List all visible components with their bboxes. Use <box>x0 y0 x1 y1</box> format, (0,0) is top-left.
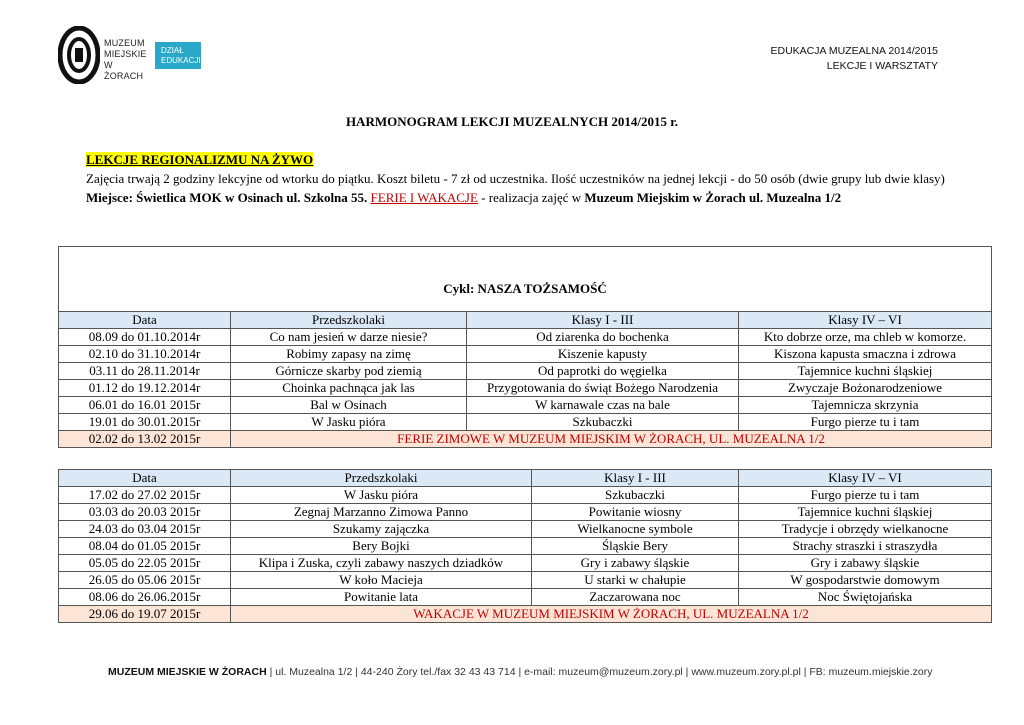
holiday-message: WAKACJE W MUZEUM MIEJSKIM W ŻORACH, UL. MUZEALNA 1/2 <box>231 606 992 623</box>
column-header: Klasy I - III <box>467 312 739 329</box>
logo-text <box>104 38 147 82</box>
table-cell: Szkubaczki <box>532 487 739 504</box>
place-label: Miejsce: Świetlica MOK w Osinach ul. Szkolna 55. <box>86 190 368 205</box>
table-row <box>59 363 992 380</box>
table-cell: 01.12 do 19.12.2014r <box>59 380 231 397</box>
museum-logo-icon <box>58 26 100 84</box>
table-cell: U starki w chałupie <box>532 572 739 589</box>
table-cell: 08.04 do 01.05 2015r <box>59 538 231 555</box>
table-cell: Tajemnicza skrzynia <box>739 397 992 414</box>
place-mid: - realizacja zajęć w <box>477 190 585 205</box>
place-museum: Muzeum Miejskim w Żorach ul. Muzealna 1/2 <box>584 190 842 205</box>
table-row <box>59 346 992 363</box>
table-cell: Strachy straszki i straszydła <box>739 538 992 555</box>
holiday-message: FERIE ZIMOWE W MUZEUM MIEJSKIM W ŻORACH, UL. MUZEALNA 1/2 <box>231 431 992 448</box>
column-header: Przedszkolaki <box>231 470 532 487</box>
table-cell: W gospodarstwie domowym <box>739 572 992 589</box>
logo-line-1: MUZEUM <box>104 38 145 48</box>
table-cell: Zwyczaje Bożonarodzeniowe <box>739 380 992 397</box>
table-cell: Noc Świętojańska <box>739 589 992 606</box>
table-cell: 02.10 do 31.10.2014r <box>59 346 231 363</box>
table-cell: W karnawale czas na bale <box>467 397 739 414</box>
table-cell: Przygotowania do świąt Bożego Narodzenia <box>467 380 739 397</box>
table-cell: Wielkanocne symbole <box>532 521 739 538</box>
column-header: Data <box>59 470 231 487</box>
header-line-2: LEKCJE I WARSZTATY <box>826 60 938 72</box>
column-header: Klasy I - III <box>532 470 739 487</box>
holiday-date: 29.06 do 19.07 2015r <box>59 606 231 623</box>
table-cell: Tradycje i obrzędy wielkanocne <box>739 521 992 538</box>
ferie-label: FERIE I WAKACJE <box>370 190 478 205</box>
table-row <box>59 538 992 555</box>
table-cell: 06.01 do 16.01 2015r <box>59 397 231 414</box>
table-cell: 24.03 do 03.04 2015r <box>59 521 231 538</box>
table-cell: Śląskie Bery <box>532 538 739 555</box>
page-footer <box>108 666 933 678</box>
table-cell: Od ziarenka do bochenka <box>467 329 739 346</box>
table-cell: Tajemnice kuchni śląskiej <box>739 363 992 380</box>
table-row <box>59 521 992 538</box>
table-cell: 03.03 do 20.03 2015r <box>59 504 231 521</box>
table-row <box>59 329 992 346</box>
table-row <box>59 397 992 414</box>
column-header: Przedszkolaki <box>231 312 467 329</box>
header-line-1: EDUKACJA MUZEALNA 2014/2015 <box>770 45 938 57</box>
table-cell: 08.06 do 26.06.2015r <box>59 589 231 606</box>
table-cell: 03.11 do 28.11.2014r <box>59 363 231 380</box>
table-row <box>59 380 992 397</box>
table-cell: Bery Bojki <box>231 538 532 555</box>
table-cell: Furgo pierze tu i tam <box>739 414 992 431</box>
table-row <box>59 504 992 521</box>
table-row <box>59 414 992 431</box>
table-cell: Bal w Osinach <box>231 397 467 414</box>
table-cell: Furgo pierze tu i tam <box>739 487 992 504</box>
column-header: Data <box>59 312 231 329</box>
table-row <box>59 572 992 589</box>
logo-line-3: W ŻORACH <box>104 60 144 81</box>
table-cell: Powitanie wiosny <box>532 504 739 521</box>
column-header: Klasy IV – VI <box>739 470 992 487</box>
table-cell: Co nam jesień w darze niesie? <box>231 329 467 346</box>
table-cell: 08.09 do 01.10.2014r <box>59 329 231 346</box>
table-cell: 05.05 do 22.05 2015r <box>59 555 231 572</box>
place-line <box>86 188 946 207</box>
schedule-table-2 <box>58 469 992 623</box>
table-cell: Szukamy zajączka <box>231 521 532 538</box>
holiday-row <box>59 431 992 448</box>
intro-text: Zajęcia trwają 2 godziny lekcyjne od wtorku do piątku. Koszt biletu - 7 zł od uczestnika. Ilość uczestników na jednej lekcji - do 50 osób (dwie grupy lub dwie klasy) <box>86 171 945 186</box>
table-cell: W Jasku pióra <box>231 414 467 431</box>
table-cell: Zegnaj Marzanno Zimowa Panno <box>231 504 532 521</box>
footer-brand: MUZEUM MIEJSKIE W ŻORACH <box>108 666 267 678</box>
table-cell: Choinka pachnąca jak las <box>231 380 467 397</box>
table-cell: Górnicze skarby pod ziemią <box>231 363 467 380</box>
table-cell: Powitanie lata <box>231 589 532 606</box>
table-cell: W Jasku pióra <box>231 487 532 504</box>
table-row <box>59 589 992 606</box>
table-cell: 19.01 do 30.01.2015r <box>59 414 231 431</box>
logo-badge-line-2: EDUKACJI <box>161 56 201 65</box>
holiday-date: 02.02 do 13.02 2015r <box>59 431 231 448</box>
cycle-title: Cykl: NASZA TOŻSAMOŚĆ <box>59 247 992 312</box>
table-cell: 26.05 do 05.06 2015r <box>59 572 231 589</box>
table-cell: Kto dobrze orze, ma chleb w komorze. <box>739 329 992 346</box>
intro-section <box>86 150 946 207</box>
table-cell: Kiszenie kapusty <box>467 346 739 363</box>
schedule-table-1 <box>58 246 992 448</box>
document-header <box>771 44 939 74</box>
logo-badge-line-1: DZIAŁ <box>161 46 184 55</box>
table-header-row <box>59 312 992 329</box>
table-cell: Kiszona kapusta smaczna i zdrowa <box>739 346 992 363</box>
column-header: Klasy IV – VI <box>739 312 992 329</box>
logo-badge <box>155 42 201 69</box>
section-heading: LEKCJE REGIONALIZMU NA ŻYWO <box>86 152 314 167</box>
logo-line-2: MIEJSKIE <box>104 49 147 59</box>
footer-contact: | ul. Muzealna 1/2 | 44-240 Żory tel./fax 32 43 43 714 | e-mail: muzeum@muzeum.zory.pl | www.muzeum.zory.pl.pl | FB: muzeum.miejskie.zory <box>266 666 933 678</box>
table-cell: Zaczarowana noc <box>532 589 739 606</box>
table-cell: Robimy zapasy na zimę <box>231 346 467 363</box>
table-cell: 17.02 do 27.02 2015r <box>59 487 231 504</box>
table-cell: Gry i zabawy śląskie <box>739 555 992 572</box>
table-header-row <box>59 470 992 487</box>
table-row <box>59 487 992 504</box>
holiday-row <box>59 606 992 623</box>
table-cell: W koło Macieja <box>231 572 532 589</box>
page-title: HARMONOGRAM LEKCJI MUZEALNYCH 2014/2015 r. <box>345 114 679 129</box>
table-cell: Tajemnice kuchni śląskiej <box>739 504 992 521</box>
table-cell: Klipa i Zuska, czyli zabawy naszych dziadków <box>231 555 532 572</box>
table-cell: Gry i zabawy śląskie <box>532 555 739 572</box>
table-row <box>59 555 992 572</box>
table-cell: Od paprotki do węgielka <box>467 363 739 380</box>
table-cell: Szkubaczki <box>467 414 739 431</box>
